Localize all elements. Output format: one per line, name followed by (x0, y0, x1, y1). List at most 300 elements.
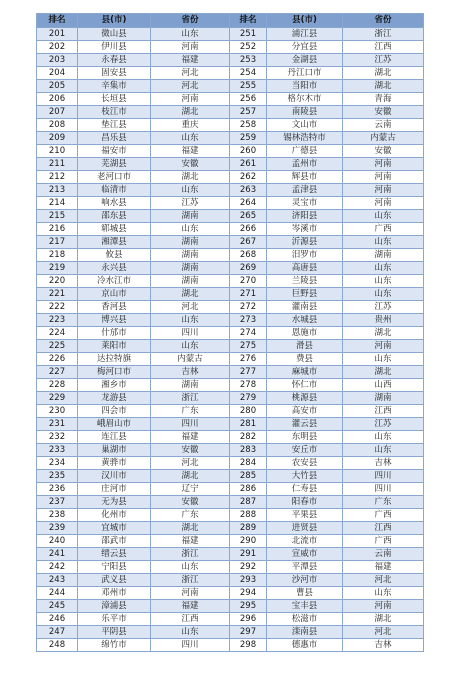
province-cell: 浙江 (151, 392, 230, 405)
rank-cell: 208 (37, 119, 78, 132)
province-cell: 江苏 (343, 301, 424, 314)
table-row (37, 41, 424, 54)
rank-cell: 288 (230, 509, 267, 522)
table-row (37, 444, 424, 457)
province-cell: 湖北 (151, 106, 230, 119)
county-cell: 高安市 (267, 405, 343, 418)
header-rank-right: 排名 (230, 14, 267, 28)
province-cell: 重庆 (151, 119, 230, 132)
rank-cell: 281 (230, 418, 267, 431)
county-cell: 当阳市 (267, 80, 343, 93)
county-cell: 无为县 (78, 496, 151, 509)
rank-cell: 235 (37, 470, 78, 483)
rank-cell: 223 (37, 314, 78, 327)
county-cell: 临清市 (78, 184, 151, 197)
table-row (37, 353, 424, 366)
province-cell: 湖南 (343, 392, 424, 405)
table-row (37, 93, 424, 106)
rank-cell: 290 (230, 535, 267, 548)
rank-cell: 228 (37, 379, 78, 392)
rank-cell: 284 (230, 457, 267, 470)
province-cell: 吉林 (151, 366, 230, 379)
county-cell: 伊川县 (78, 41, 151, 54)
rank-cell: 293 (230, 574, 267, 587)
province-cell: 河北 (151, 67, 230, 80)
county-cell: 郓城县 (78, 223, 151, 236)
rank-cell: 221 (37, 288, 78, 301)
rank-cell: 245 (37, 600, 78, 613)
county-cell: 兰陵县 (267, 275, 343, 288)
province-cell: 广西 (343, 535, 424, 548)
county-cell: 长垣县 (78, 93, 151, 106)
province-cell: 四川 (151, 418, 230, 431)
province-cell: 安徽 (343, 106, 424, 119)
county-cell: 汉川市 (78, 470, 151, 483)
rank-cell: 218 (37, 249, 78, 262)
province-cell: 安徽 (151, 496, 230, 509)
rank-cell: 202 (37, 41, 78, 54)
province-cell: 山东 (151, 340, 230, 353)
rank-cell: 265 (230, 210, 267, 223)
province-cell: 山东 (151, 132, 230, 145)
county-cell: 微山县 (78, 28, 151, 41)
county-cell: 进贤县 (267, 522, 343, 535)
table-row (37, 80, 424, 93)
county-cell: 香河县 (78, 301, 151, 314)
rank-cell: 256 (230, 93, 267, 106)
county-cell: 文山市 (267, 119, 343, 132)
province-cell: 河南 (343, 600, 424, 613)
rank-cell: 211 (37, 158, 78, 171)
table-row (37, 470, 424, 483)
province-cell: 河北 (343, 626, 424, 639)
rank-cell: 224 (37, 327, 78, 340)
rank-cell: 203 (37, 54, 78, 67)
table-row (37, 405, 424, 418)
province-cell: 福建 (151, 535, 230, 548)
province-cell: 河南 (343, 184, 424, 197)
rank-cell: 261 (230, 158, 267, 171)
county-cell: 达拉特旗 (78, 353, 151, 366)
county-cell: 芜湖县 (78, 158, 151, 171)
province-cell: 山东 (343, 275, 424, 288)
rank-cell: 241 (37, 548, 78, 561)
county-cell: 化州市 (78, 509, 151, 522)
table-row (37, 158, 424, 171)
county-cell: 宣威市 (267, 548, 343, 561)
province-cell: 河南 (151, 587, 230, 600)
rank-cell: 201 (37, 28, 78, 41)
province-cell: 河北 (343, 574, 424, 587)
county-cell: 灵宝市 (267, 197, 343, 210)
header-province-right: 省份 (343, 14, 424, 28)
rank-cell: 294 (230, 587, 267, 600)
province-cell: 湖南 (151, 379, 230, 392)
province-cell: 江西 (343, 405, 424, 418)
table-row (37, 184, 424, 197)
table-row (37, 288, 424, 301)
county-cell: 阳春市 (267, 496, 343, 509)
table-row (37, 28, 424, 41)
province-cell: 安徽 (151, 444, 230, 457)
rank-cell: 258 (230, 119, 267, 132)
rank-cell: 229 (37, 392, 78, 405)
county-cell: 金湖县 (267, 54, 343, 67)
table-row (37, 67, 424, 80)
county-cell: 湘潭县 (78, 236, 151, 249)
table-row (37, 431, 424, 444)
province-cell: 四川 (151, 327, 230, 340)
county-cell: 博兴县 (78, 314, 151, 327)
province-cell: 河北 (151, 301, 230, 314)
rank-cell: 206 (37, 93, 78, 106)
county-cell: 冷水江市 (78, 275, 151, 288)
rank-cell: 264 (230, 197, 267, 210)
table-row (37, 314, 424, 327)
rank-cell: 275 (230, 340, 267, 353)
county-cell: 平果县 (267, 509, 343, 522)
province-cell: 广东 (343, 496, 424, 509)
rank-cell: 220 (37, 275, 78, 288)
province-cell: 山东 (151, 28, 230, 41)
province-cell: 湖南 (151, 275, 230, 288)
table-row (37, 236, 424, 249)
rank-cell: 254 (230, 67, 267, 80)
province-cell: 河北 (151, 80, 230, 93)
province-cell: 山东 (343, 444, 424, 457)
county-cell: 辉县市 (267, 171, 343, 184)
header-county-left: 县(市) (78, 14, 151, 28)
table-row (37, 613, 424, 626)
county-cell: 灌南县 (267, 301, 343, 314)
table-row (37, 249, 424, 262)
header-rank-left: 排名 (37, 14, 78, 28)
county-cell: 济阳县 (267, 210, 343, 223)
province-cell: 湖北 (343, 80, 424, 93)
county-cell: 水城县 (267, 314, 343, 327)
county-cell: 汨罗市 (267, 249, 343, 262)
county-cell: 辛集市 (78, 80, 151, 93)
rank-cell: 247 (37, 626, 78, 639)
county-cell: 邵武市 (78, 535, 151, 548)
rank-cell: 214 (37, 197, 78, 210)
province-cell: 湖南 (151, 249, 230, 262)
county-cell: 孟州市 (267, 158, 343, 171)
rank-cell: 248 (37, 639, 78, 652)
table-row (37, 275, 424, 288)
county-cell: 绵竹市 (78, 639, 151, 652)
province-cell: 江苏 (343, 418, 424, 431)
rank-cell: 232 (37, 431, 78, 444)
table-row (37, 119, 424, 132)
county-cell: 连江县 (78, 431, 151, 444)
province-cell: 山东 (151, 561, 230, 574)
county-cell: 莱阳市 (78, 340, 151, 353)
county-cell: 丹江口市 (267, 67, 343, 80)
rank-cell: 276 (230, 353, 267, 366)
province-cell: 内蒙古 (151, 353, 230, 366)
province-cell: 湖北 (151, 522, 230, 535)
rank-cell: 216 (37, 223, 78, 236)
county-cell: 峨眉山市 (78, 418, 151, 431)
county-cell: 大竹县 (267, 470, 343, 483)
province-cell: 湖南 (151, 210, 230, 223)
county-cell: 永兴县 (78, 262, 151, 275)
province-cell: 四川 (151, 639, 230, 652)
county-cell: 乐平市 (78, 613, 151, 626)
rank-cell: 271 (230, 288, 267, 301)
rank-cell: 207 (37, 106, 78, 119)
province-cell: 湖南 (343, 249, 424, 262)
province-cell: 福建 (343, 561, 424, 574)
rank-cell: 285 (230, 470, 267, 483)
rank-cell: 240 (37, 535, 78, 548)
province-cell: 广东 (151, 405, 230, 418)
county-cell: 农安县 (267, 457, 343, 470)
province-cell: 云南 (343, 119, 424, 132)
county-cell: 昌乐县 (78, 132, 151, 145)
rank-cell: 277 (230, 366, 267, 379)
table-row (37, 106, 424, 119)
county-cell: 东明县 (267, 431, 343, 444)
rank-cell: 234 (37, 457, 78, 470)
table-row (37, 301, 424, 314)
province-cell: 湖北 (151, 288, 230, 301)
province-cell: 江苏 (343, 54, 424, 67)
table-row (37, 587, 424, 600)
county-cell: 费县 (267, 353, 343, 366)
table-row (37, 548, 424, 561)
province-cell: 广西 (343, 223, 424, 236)
rank-cell: 263 (230, 184, 267, 197)
rank-cell: 282 (230, 431, 267, 444)
province-cell: 福建 (151, 431, 230, 444)
county-cell: 沂源县 (267, 236, 343, 249)
county-cell: 沙河市 (267, 574, 343, 587)
rank-cell: 286 (230, 483, 267, 496)
province-cell: 山东 (343, 262, 424, 275)
rank-cell: 215 (37, 210, 78, 223)
county-cell: 四会市 (78, 405, 151, 418)
rank-cell: 252 (230, 41, 267, 54)
rank-cell: 246 (37, 613, 78, 626)
rank-cell: 239 (37, 522, 78, 535)
table-row (37, 600, 424, 613)
province-cell: 辽宁 (151, 483, 230, 496)
county-cell: 京山市 (78, 288, 151, 301)
county-cell: 武义县 (78, 574, 151, 587)
province-cell: 湖北 (151, 470, 230, 483)
table-row (37, 171, 424, 184)
rank-cell: 243 (37, 574, 78, 587)
table-row (37, 457, 424, 470)
province-cell: 山东 (151, 223, 230, 236)
rank-cell: 280 (230, 405, 267, 418)
province-cell: 江苏 (151, 197, 230, 210)
rank-cell: 257 (230, 106, 267, 119)
province-cell: 广西 (343, 509, 424, 522)
province-cell: 山东 (151, 626, 230, 639)
county-cell: 格尔木市 (267, 93, 343, 106)
county-cell: 邓州市 (78, 587, 151, 600)
province-cell: 四川 (343, 470, 424, 483)
county-cell: 龙游县 (78, 392, 151, 405)
county-cell: 怀仁市 (267, 379, 343, 392)
rank-cell: 237 (37, 496, 78, 509)
county-cell: 孟津县 (267, 184, 343, 197)
province-cell: 河北 (151, 457, 230, 470)
county-cell: 巨野县 (267, 288, 343, 301)
province-cell: 吉林 (343, 457, 424, 470)
rank-cell: 266 (230, 223, 267, 236)
province-cell: 湖北 (343, 613, 424, 626)
province-cell: 福建 (151, 600, 230, 613)
county-cell: 锡林浩特市 (267, 132, 343, 145)
table-row (37, 561, 424, 574)
rank-cell: 297 (230, 626, 267, 639)
rank-cell: 267 (230, 236, 267, 249)
rank-cell: 213 (37, 184, 78, 197)
rank-cell: 219 (37, 262, 78, 275)
county-cell: 黄骅市 (78, 457, 151, 470)
county-cell: 灌云县 (267, 418, 343, 431)
province-cell: 湖北 (151, 171, 230, 184)
province-cell: 山东 (343, 210, 424, 223)
province-cell: 湖北 (343, 327, 424, 340)
province-cell: 河南 (343, 340, 424, 353)
province-cell: 江西 (343, 522, 424, 535)
province-cell: 浙江 (151, 574, 230, 587)
county-cell: 仁寿县 (267, 483, 343, 496)
county-cell: 松滋市 (267, 613, 343, 626)
province-cell: 河南 (151, 93, 230, 106)
table-row (37, 626, 424, 639)
province-cell: 湖北 (343, 366, 424, 379)
county-cell: 宝丰县 (267, 600, 343, 613)
rank-cell: 204 (37, 67, 78, 80)
county-cell: 老河口市 (78, 171, 151, 184)
province-cell: 浙江 (343, 28, 424, 41)
county-cell: 麻城市 (267, 366, 343, 379)
county-cell: 安丘市 (267, 444, 343, 457)
table-row (37, 366, 424, 379)
table-row (37, 639, 424, 652)
rank-cell: 242 (37, 561, 78, 574)
province-cell: 湖南 (151, 236, 230, 249)
county-cell: 浦江县 (267, 28, 343, 41)
rank-cell: 225 (37, 340, 78, 353)
rank-cell: 226 (37, 353, 78, 366)
province-cell: 青海 (343, 93, 424, 106)
rank-cell: 283 (230, 444, 267, 457)
table-row (37, 223, 424, 236)
table-row (37, 197, 424, 210)
rank-cell: 233 (37, 444, 78, 457)
county-cell: 南陵县 (267, 106, 343, 119)
county-cell: 曹县 (267, 587, 343, 600)
province-cell: 山东 (343, 587, 424, 600)
table-row (37, 327, 424, 340)
county-cell: 恩施市 (267, 327, 343, 340)
table-row (37, 574, 424, 587)
table-row (37, 379, 424, 392)
county-cell: 漳浦县 (78, 600, 151, 613)
header-province-left: 省份 (151, 14, 230, 28)
rank-cell: 260 (230, 145, 267, 158)
rank-cell: 262 (230, 171, 267, 184)
table-row (37, 535, 424, 548)
rank-cell: 273 (230, 314, 267, 327)
province-cell: 浙江 (151, 548, 230, 561)
province-cell: 河南 (151, 41, 230, 54)
county-cell: 北流市 (267, 535, 343, 548)
table-row (37, 509, 424, 522)
county-cell: 庄河市 (78, 483, 151, 496)
county-cell: 桃源县 (267, 392, 343, 405)
rank-cell: 205 (37, 80, 78, 93)
county-cell: 岑溪市 (267, 223, 343, 236)
rank-cell: 222 (37, 301, 78, 314)
rank-cell: 231 (37, 418, 78, 431)
province-cell: 安徽 (343, 145, 424, 158)
county-cell: 滦南县 (267, 626, 343, 639)
rank-cell: 269 (230, 262, 267, 275)
rank-cell: 296 (230, 613, 267, 626)
county-cell: 高唐县 (267, 262, 343, 275)
province-cell: 山东 (343, 431, 424, 444)
header-row (37, 14, 424, 28)
province-cell: 贵州 (343, 314, 424, 327)
county-cell: 湘乡市 (78, 379, 151, 392)
county-cell: 宁阳县 (78, 561, 151, 574)
rank-cell: 270 (230, 275, 267, 288)
rank-cell: 278 (230, 379, 267, 392)
province-cell: 山东 (343, 236, 424, 249)
rank-cell: 268 (230, 249, 267, 262)
rank-cell: 255 (230, 80, 267, 93)
county-cell: 梅河口市 (78, 366, 151, 379)
rank-cell: 238 (37, 509, 78, 522)
table-row (37, 418, 424, 431)
province-cell: 河南 (343, 197, 424, 210)
rank-cell: 251 (230, 28, 267, 41)
table-row (37, 210, 424, 223)
rank-cell: 272 (230, 301, 267, 314)
province-cell: 山东 (151, 314, 230, 327)
table-row (37, 392, 424, 405)
rank-cell: 244 (37, 587, 78, 600)
province-cell: 云南 (343, 548, 424, 561)
county-cell: 平阴县 (78, 626, 151, 639)
table-row (37, 262, 424, 275)
county-cell: 巢湖市 (78, 444, 151, 457)
province-cell: 福建 (151, 54, 230, 67)
county-cell: 永春县 (78, 54, 151, 67)
rank-cell: 210 (37, 145, 78, 158)
county-cell: 福安市 (78, 145, 151, 158)
rank-cell: 230 (37, 405, 78, 418)
county-cell: 枝江市 (78, 106, 151, 119)
rank-cell: 287 (230, 496, 267, 509)
county-cell: 什邡市 (78, 327, 151, 340)
county-cell: 宜城市 (78, 522, 151, 535)
table-body (37, 28, 424, 652)
province-cell: 四川 (343, 483, 424, 496)
rank-cell: 259 (230, 132, 267, 145)
table-row (37, 340, 424, 353)
county-cell: 滑县 (267, 340, 343, 353)
county-cell: 平潭县 (267, 561, 343, 574)
